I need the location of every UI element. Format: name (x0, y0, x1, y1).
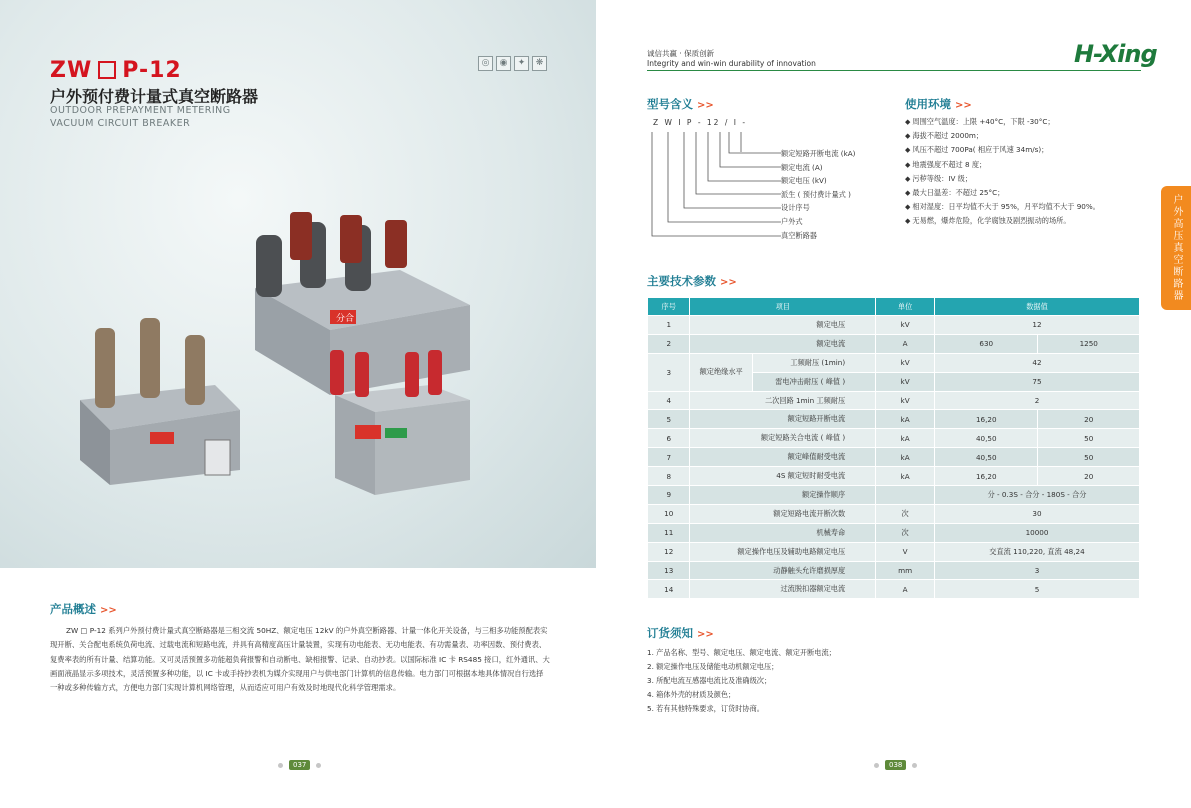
header-slogan-cn: 诚信共赢 · 保质创新 (647, 49, 715, 58)
model-heading: 型号含义 >> (647, 97, 714, 111)
list-item: ◆ 相对湿度：日平均值不大于 95%，月平均值不大于 90%。 (905, 200, 1145, 214)
left-breaker-unit (80, 318, 240, 485)
tech-params-heading: 主要技术参数 >> (647, 274, 737, 288)
table-row: 7 额定峰值耐受电流 kA 40,50 50 (648, 448, 1140, 467)
table-row: 4 二次回路 1min 工频耐压 kV 2 (648, 391, 1140, 410)
environment-list (905, 115, 1145, 229)
dot-icon (278, 763, 283, 768)
page-title: ZW P-12 (50, 58, 182, 83)
table-row: 2 额定电流 A 630 1250 (648, 334, 1140, 353)
arrows-icon: >> (100, 605, 117, 616)
cert-icon: ✦ (514, 56, 529, 71)
table-row: 11 机械寿命 次 10000 (648, 523, 1140, 542)
list-item: ◆ 污秽等级：IV 级； (905, 172, 1145, 186)
arrows-icon: >> (697, 100, 714, 111)
list-item: 5. 若有其他特殊要求，订货时协商。 (647, 704, 764, 714)
list-item: ◆ 地震强度不超过 8 度； (905, 158, 1145, 172)
table-row: 3 额定绝缘水平 工频耐压 (1min) kV 42 (648, 353, 1140, 372)
model-placeholder-box (98, 61, 116, 79)
page-number-right: 038 (874, 760, 917, 770)
list-item: 2. 额定操作电压及储能电动机额定电压； (647, 662, 779, 672)
cert-icon: ❋ (532, 56, 547, 71)
list-item: 3. 所配电流互感器电流比及准确级次； (647, 676, 772, 686)
title-chinese: 户外预付费计量式真空断路器 (50, 87, 259, 106)
table-row: 6 额定短路关合电流 ( 峰值 ) kA 40,50 50 (648, 429, 1140, 448)
table-row: 5 额定短路开断电流 kA 16,20 20 (648, 410, 1140, 429)
dot-icon (874, 763, 879, 768)
company-logo: H-Xing (1074, 40, 1157, 68)
model-labels: 额定短路开断电流 (kA) 额定电流 (A) 额定电压 (kV) 派生 ( 预付费计量式 ) 设计序号 户外式 真空断路器 (781, 149, 856, 240)
table-row: 1 额定电压 kV 12 (648, 316, 1140, 335)
order-heading: 订货须知 >> (647, 626, 714, 640)
header-divider (647, 70, 1141, 71)
table-row: 13 动静触头允许磨损厚度 mm 3 (648, 561, 1140, 580)
table-row: 9 额定操作顺序 分 - 0.3S - 合分 - 180S - 合分 (648, 486, 1140, 505)
certification-icons (478, 56, 547, 71)
table-header-row: 序号 项目 单位 数据值 (648, 298, 1140, 316)
category-side-tab[interactable]: 户外高压真空断路器 (1161, 186, 1191, 310)
table-row: 12 额定操作电压及辅助电路额定电压 V 交直流 110,220, 直流 48,24 (648, 542, 1140, 561)
model-diagram-lines (640, 126, 785, 241)
table-row: 8 4S 额定短时耐受电流 kA 16,20 20 (648, 467, 1140, 486)
list-item: ◆ 无易燃，爆炸危险，化学腐蚀及剧烈振动的场所。 (905, 214, 1145, 228)
header-slogan-en: Integrity and win-win durability of innovation (647, 59, 816, 68)
page-number-left: 037 (278, 760, 321, 770)
equipment-label: 分合 (336, 314, 355, 324)
list-item: ◆ 周围空气温度：上限 +40°C，下限 -30°C； (905, 115, 1145, 129)
list-item: ◆ 海拔不超过 2000m； (905, 129, 1145, 143)
list-item: ◆ 风压不超过 700Pa( 相应于风速 34m/s)； (905, 143, 1145, 157)
dot-icon (316, 763, 321, 768)
cert-icon: ◉ (496, 56, 511, 71)
arrows-icon: >> (720, 277, 737, 288)
overview-heading: 产品概述 >> (50, 602, 117, 616)
list-item: 4. 箱体外壳的材质及颜色； (647, 690, 736, 700)
arrows-icon: >> (955, 100, 972, 111)
arrows-icon: >> (697, 629, 714, 640)
list-item: ◆ 最大日温差：不超过 25°C； (905, 186, 1145, 200)
tech-params-table (647, 297, 1140, 599)
table-row: 10 额定短路电流开断次数 次 30 (648, 504, 1140, 523)
table-row: 14 过流脱扣器额定电流 A 5 (648, 580, 1140, 599)
overview-paragraph: ZW □ P-12 系列户外预付费计量式真空断路器是三相交流 50HZ、额定电压 12kV 的户外真空断路器、计量一体化开关设备，与三相多功能预配表实现开断、关合配电系统负荷电流、过载电流和短路电流，并具有高精度高压计量装置，实现有功电能表、无功电能表、有功需量表、功率因数、预付费表、复费率表的所有计量、结算功能。又可灵活预置多功能超负荷报警和自动断电、缺相报警、记录、自动抄表。以国际标准 IC 卡 RS485 接口，红外通讯、大画面液晶显示多项技术，灵活预置多种功能，以 IC 卡或手持抄表机为媒介实现用户与供电部门计算机的信息传输。电力部门可根据本地具体情况自行选择一种或多种传输方式，方便电力部门实现计算机网络管理，从而适应可用户有效及时地现代化科学管理需求。 (50, 626, 550, 693)
environment-heading: 使用环境 >> (905, 97, 972, 111)
list-item: 1. 产品名称、型号、额定电压、额定电流、额定开断电流； (647, 648, 836, 657)
dot-icon (912, 763, 917, 768)
cert-icon: ◎ (478, 56, 493, 71)
title-english: OUTDOOR PREPAYMENT METERING VACUUM CIRCUIT BREAKER (50, 105, 231, 129)
order-list (647, 646, 836, 716)
product-hero (0, 0, 596, 568)
table-row: 雷电冲击耐压 ( 峰值 ) kV 75 (648, 372, 1140, 391)
model-code: Z W I P - 12 / I - (653, 118, 748, 127)
